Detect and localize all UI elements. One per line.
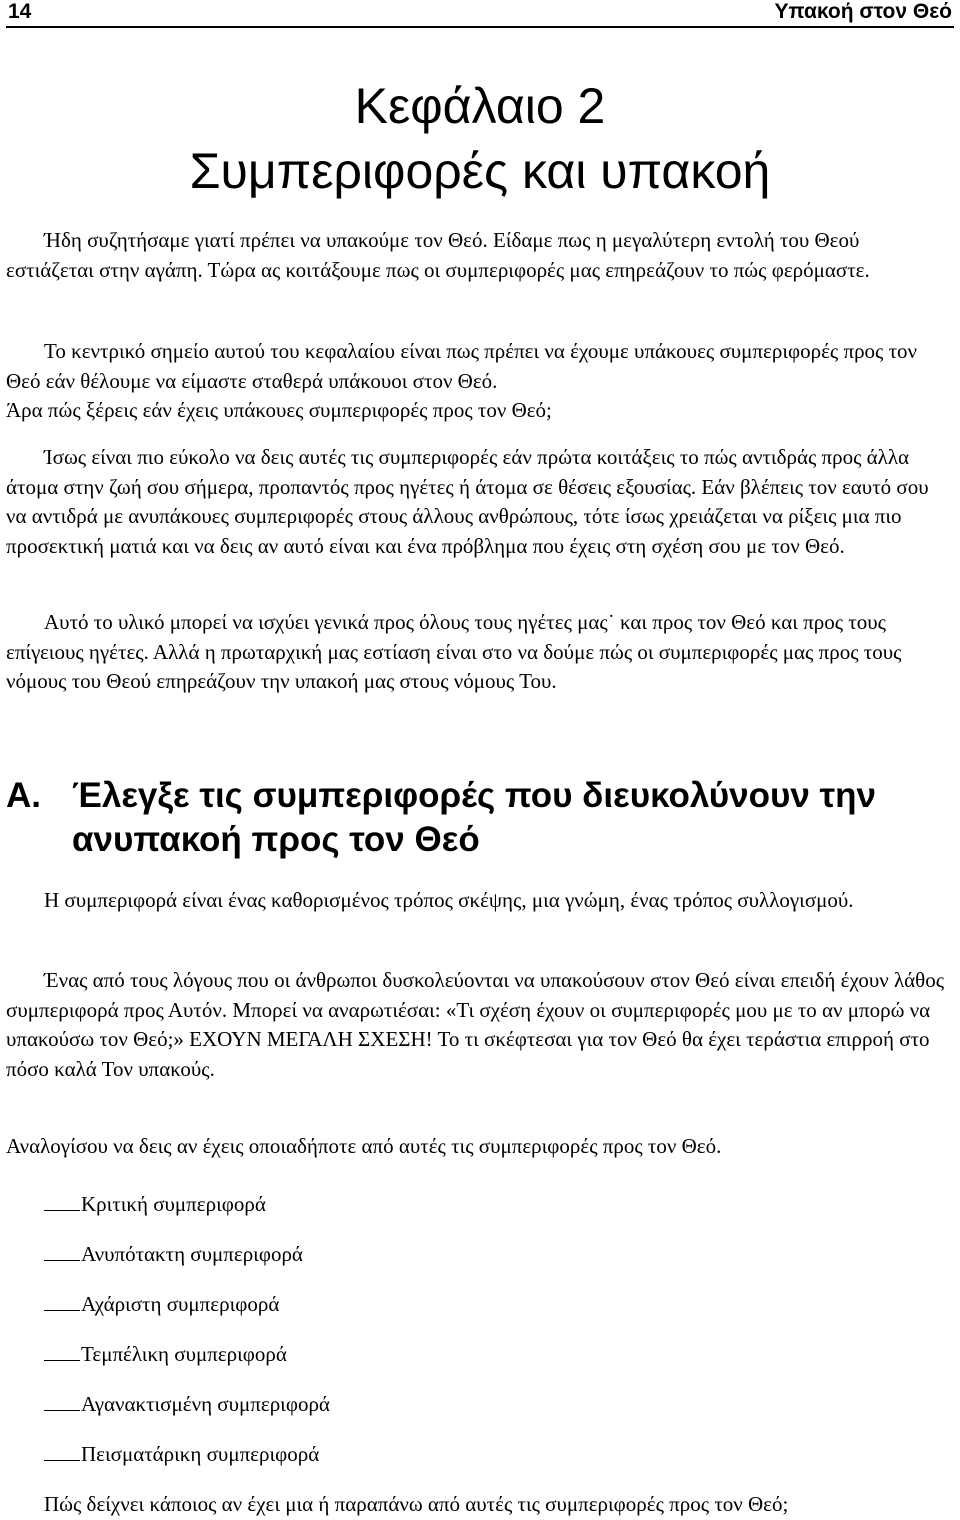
running-title: Υπακοή στον Θεό: [774, 0, 952, 23]
chapter-title: Συμπεριφορές και υπακοή: [189, 143, 771, 199]
section-a-paragraph-1: Η συμπεριφορά είναι ένας καθορισμένος τρόπος σκέψης, μια γνώμη, ένας τρόπος συλλογισμού.: [44, 888, 854, 912]
answer-blank[interactable]: [44, 1340, 80, 1361]
checklist-item: Τεμπέλικη συμπεριφορά: [44, 1339, 287, 1369]
page-header: [6, 0, 954, 28]
answer-blank[interactable]: [44, 1390, 80, 1411]
section-a-prompt: Αναλογίσου να δεις αν έχεις οποιαδήποτε από αυτές τις συμπεριφορές προς τον Θεό.: [6, 1134, 722, 1158]
intro-paragraph-4: Αυτό το υλικό μπορεί να ισχύει γενικά προς όλους τους ηγέτες μας˙ και προς τον Θεό και προς τους επίγειους ηγέτες. Αλλά η πρωταρχική μας εστίαση είναι στο να δούμε πώς οι συμπεριφορές μας προς τους νόμους του Θεού επηρεάζουν την υπακοή μας στους νόμους Του.: [6, 610, 902, 693]
answer-blank[interactable]: [44, 1240, 80, 1261]
checklist-item: Κριτική συμπεριφορά: [44, 1189, 266, 1219]
checklist-item: Αχάριστη συμπεριφορά: [44, 1289, 279, 1319]
page-number: 14: [8, 0, 32, 23]
chapter-label: Κεφάλαιο 2: [354, 78, 606, 134]
intro-paragraph-2: Το κεντρικό σημείο αυτού του κεφαλαίου είναι πως πρέπει να έχουμε υπάκουες συμπεριφορές προς τον Θεό εάν θέλουμε να είμαστε σταθερά υπάκουοι στον Θεό.: [6, 339, 918, 393]
section-a-paragraph-2: Ένας από τους λόγους που οι άνθρωποι δυσκολεύονται να υπακούσουν στον Θεό είναι επειδή έχουν λάθος συμπεριφορά προς Αυτόν. Μπορεί να αναρωτιέσαι: «Τι σχέση έχουν οι συμπεριφορές μου με το αν μπορώ να υπακούσω τον Θεό;» ΕΧΟΥΝ ΜΕΓΑΛΗ ΣΧΕΣΗ! Το τι σκέφτεσαι για τον Θεό θα έχει τεράστια επιρροή στο πόσο καλά Τον υπακούς.: [6, 968, 945, 1081]
answer-blank[interactable]: [44, 1290, 80, 1311]
answer-blank[interactable]: [44, 1190, 80, 1211]
checklist-item: Ανυπότακτη συμπεριφορά: [44, 1239, 303, 1269]
checklist-item: Αγανακτισμένη συμπεριφορά: [44, 1389, 330, 1419]
checklist-item: Πεισματάρικη συμπεριφορά: [44, 1439, 319, 1469]
answer-blank[interactable]: [44, 1440, 80, 1461]
intro-question: Άρα πώς ξέρεις εάν έχεις υπάκουες συμπεριφορές προς τον Θεό;: [6, 398, 552, 422]
section-a-title: Έλεγξε τις συμπεριφορές που διευκολύνουν την ανυπακοή προς τον Θεό: [72, 776, 877, 859]
intro-paragraph-3: Ίσως είναι πιο εύκολο να δεις αυτές τις συμπεριφορές εάν πρώτα κοιτάξεις το πώς αντιδράς προς άλλα άτομα στην ζωή σου σήμερα, προπαντός προς ηγέτες ή άτομα σε θέσεις εξουσίας. Εάν βλέπεις τον εαυτό σου να αντιδρά με ανυπάκουες συμπεριφορές στους άλλους ανθρώπους, τότε ίσως χρειάζεται να ρίξεις μια πιο προσεκτική ματιά και να δεις αν αυτό είναι και ένα πρόβλημα που έχεις στη σχέση σου με τον Θεό.: [6, 445, 929, 558]
intro-paragraph-1: Ήδη συζητήσαμε γιατί πρέπει να υπακούμε τον Θεό. Είδαμε πως η μεγαλύτερη εντολή του Θεού εστιάζεται στην αγάπη. Τώρα ας κοιτάξουμε πως οι συμπεριφορές μας επηρεάζουν το πώς φερόμαστε.: [6, 228, 870, 282]
section-a-letter: Α.: [6, 776, 41, 815]
closing-question: Πώς δείχνει κάποιος αν έχει μια ή παραπάνω από αυτές τις συμπεριφορές προς τον Θεό;: [44, 1492, 789, 1516]
